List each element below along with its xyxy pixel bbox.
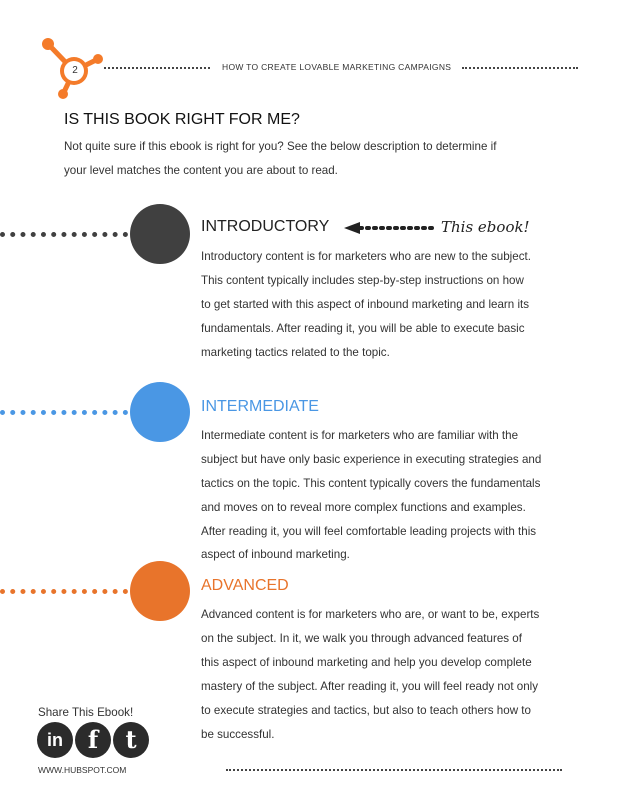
advanced-text-line: Advanced content is for marketers who are, or want to be, experts <box>201 608 540 621</box>
footer-url-link[interactable]: WWW.HUBSPOT.COM <box>38 765 127 775</box>
advanced-text-line: to execute strategies and tactics, but also to teach others how to <box>201 704 531 717</box>
intermediate-text-line: subject but have only basic experience in executing strategies and <box>201 453 542 466</box>
intermediate-text-line: and moves on to reveal more complex functions and examples. <box>201 501 526 514</box>
advanced-text-line: mastery of the subject. After reading it, you will feel ready not only <box>201 680 539 693</box>
linkedin-icon-label: in <box>47 730 63 750</box>
introductory-title: INTRODUCTORY <box>201 218 330 235</box>
intermediate-text-line: tactics on the topic. This content typically covers the fundamentals <box>201 477 541 490</box>
this-ebook-marker: This ebook! <box>441 218 530 236</box>
advanced-title: ADVANCED <box>201 577 289 594</box>
introductory-text-line: This content typically includes step-by-step instructions on how <box>201 274 524 287</box>
header-title: HOW TO CREATE LOVABLE MARKETING CAMPAIGNS <box>222 62 452 72</box>
page-number: 2 <box>72 65 78 76</box>
advanced-text-line: on the subject. In it, we walk you through advanced features of <box>201 632 522 645</box>
advanced-text-line: be successful. <box>201 728 275 741</box>
intermediate-title: INTERMEDIATE <box>201 398 319 415</box>
intro-line: your level matches the content you are about to read. <box>64 164 338 177</box>
intermediate-text-line: Intermediate content is for marketers who are familiar with the <box>201 429 519 442</box>
header-divider-right <box>462 67 578 69</box>
introductory-text-line: Introductory content is for marketers who are new to the subject. <box>201 250 531 263</box>
introductory-text-line: to get started with this aspect of inbound marketing and learn its <box>201 298 530 311</box>
introductory-text-line: fundamentals. After reading it, you will be able to execute basic <box>201 322 525 335</box>
advanced-text-line: this aspect of inbound marketing and help you develop complete <box>201 656 532 669</box>
footer-divider <box>226 769 562 771</box>
intermediate-circle <box>130 382 190 442</box>
header-divider-left <box>104 67 210 69</box>
introductory-dotted-line <box>0 232 128 237</box>
intermediate-text-line: aspect of inbound marketing. <box>201 548 350 561</box>
intermediate-text-line: After reading it, you will feel comfortable leading projects with this <box>201 525 537 538</box>
share-label: Share This Ebook! <box>38 706 134 719</box>
page-title: IS THIS BOOK RIGHT FOR ME? <box>64 111 300 128</box>
intro-line: Not quite sure if this ebook is right for you? See the below description to determine if <box>64 140 497 153</box>
advanced-circle <box>130 561 190 621</box>
facebook-icon[interactable] <box>75 722 111 758</box>
introductory-text-line: marketing tactics related to the topic. <box>201 346 390 359</box>
advanced-dotted-line <box>0 589 128 594</box>
linkedin-icon[interactable] <box>37 722 73 758</box>
facebook-icon-label: f <box>87 725 99 754</box>
arrow-left-icon <box>344 221 436 235</box>
intermediate-dotted-line <box>0 410 128 415</box>
twitter-icon[interactable] <box>113 722 149 758</box>
introductory-circle <box>130 204 190 264</box>
twitter-icon-label: t <box>125 725 137 754</box>
